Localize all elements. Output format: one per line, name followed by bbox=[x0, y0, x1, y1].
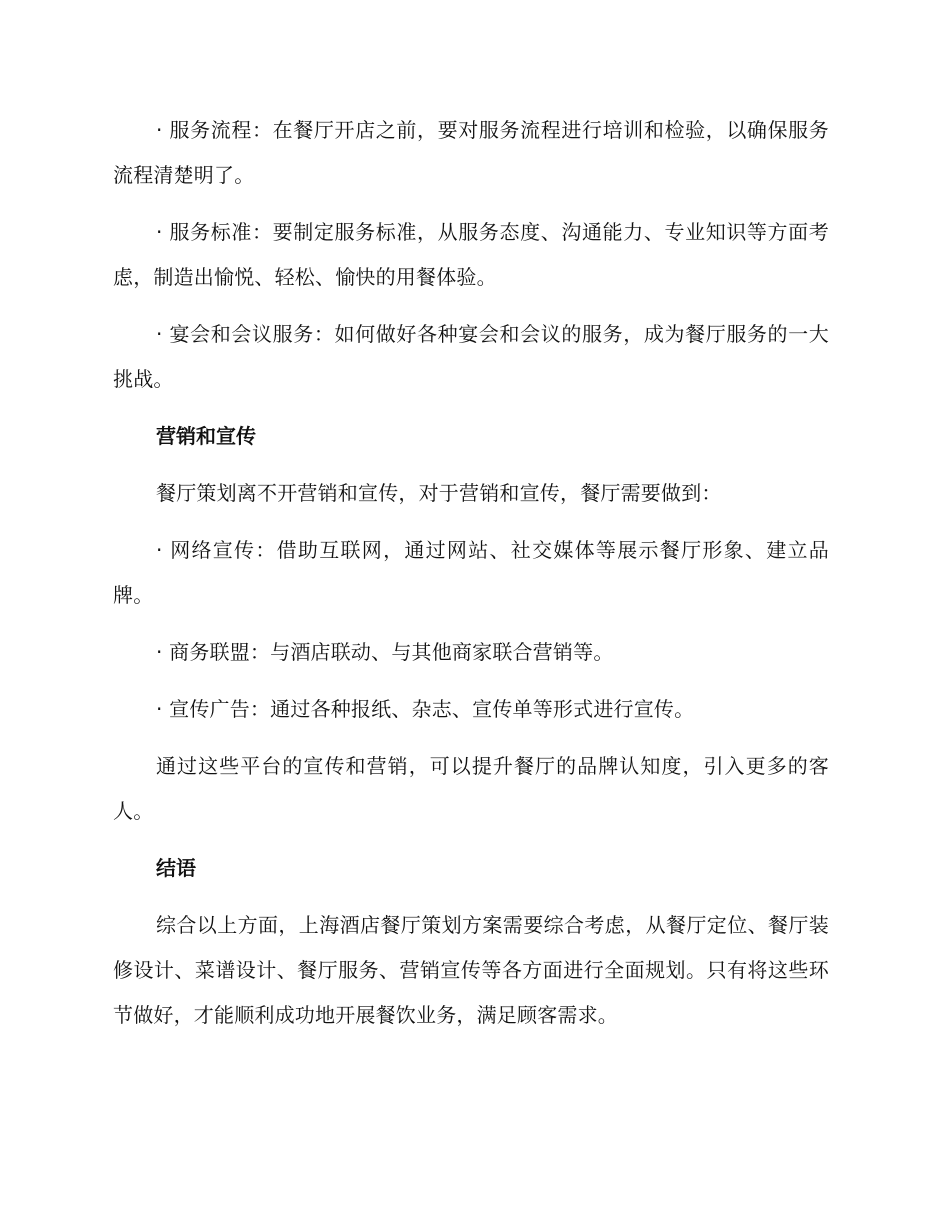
bullet-online-promotion: · 网络宣传：借助互联网，通过网站、社交媒体等展示餐厅形象、建立品牌。 bbox=[113, 538, 829, 607]
body-marketing-intro: 餐厅策划离不开营销和宣传，对于营销和宣传，餐厅需要做到： bbox=[156, 481, 722, 505]
document-page bbox=[113, 108, 829, 1038]
section-heading-conclusion: 结语 bbox=[156, 856, 196, 880]
bullet-banquet-meeting-service: · 宴会和会议服务：如何做好各种宴会和会议的服务，成为餐厅服务的一大挑战。 bbox=[113, 322, 829, 391]
section-heading-marketing: 营销和宣传 bbox=[156, 424, 256, 448]
body-marketing-summary: 通过这些平台的宣传和营销，可以提升餐厅的品牌认知度，引入更多的客人。 bbox=[113, 754, 829, 823]
bullet-service-standard: · 服务标准：要制定服务标准，从服务态度、沟通能力、专业知识等方面考虑，制造出愉悦、轻松、愉快的用餐体验。 bbox=[113, 220, 829, 289]
bullet-service-process: · 服务流程：在餐厅开店之前，要对服务流程进行培训和检验，以确保服务流程清楚明了。 bbox=[113, 118, 829, 187]
bullet-advertising: · 宣传广告：通过各种报纸、杂志、宣传单等形式进行宣传。 bbox=[156, 697, 695, 721]
bullet-business-alliance: · 商务联盟：与酒店联动、与其他商家联合营销等。 bbox=[156, 640, 614, 664]
body-conclusion: 综合以上方面，上海酒店餐厅策划方案需要综合考虑，从餐厅定位、餐厅装修设计、菜谱设计、餐厅服务、营销宣传等各方面进行全面规划。只有将这些环节做好，才能顺利成功地开展餐饮业务，满足顾客需求。 bbox=[113, 913, 829, 1027]
